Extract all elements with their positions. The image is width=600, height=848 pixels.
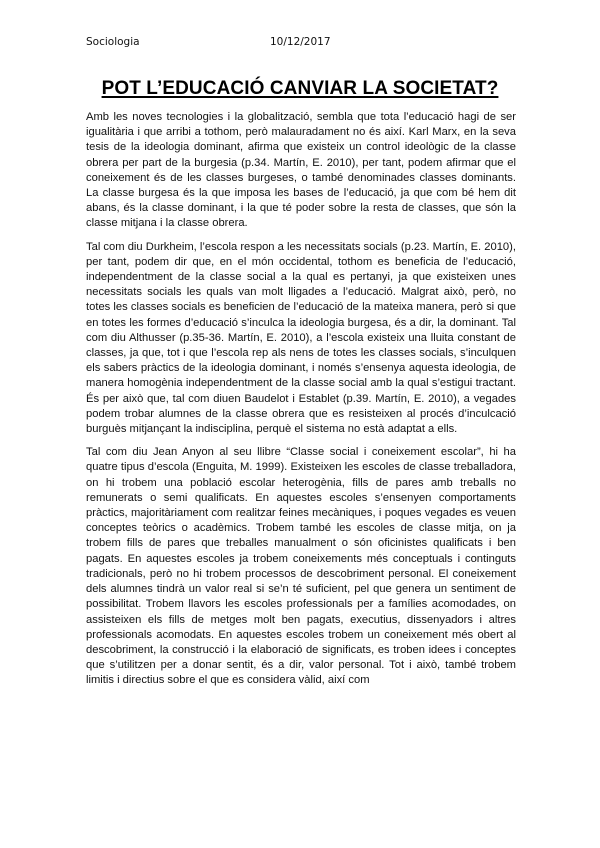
paragraph: Tal com diu Jean Anyon al seu llibre “Classe social i coneixement escolar”, hi ha quatre tipus d’escola (Enguita, M. 1999). Existeixen les escoles de classe treballadora, on hi trobem una població escolar heterogènia, fills de pares amb treballs no remunerats o semi qualificats. En aquestes escoles s’ensenyen comportaments pràctics, majoritàriament com realitzar feines mecàniques, i poques vegades es veuen conceptes teòrics o acadèmics. Trobem també les escoles de classe mitja, on ja trobem fills de pares que treballes manualment o són oficinistes qualificats i ben pagats. En aquestes escoles ja trobem coneixements més conceptuals i continguts tradicionals, però no hi trobem processos de descobriment personal. El coneixement dels alumnes tindrà un valor real si se’n té suficient, pel que genera un sentiment de possibilitat. Trobem llavors les escoles professionals per a famílies acomodades, on assisteixen els fills de metges molt ben pagats, executius, dissenyadors i altres professionals acomodats. En aquestes escoles trobem un coneixement més obert al descobriment, la construcció i la elaboració de significats, es troben idees i conceptes que s’utilitzen per a donar sentit, és a dir, valor personal. Tot i això, també trobem limitis i directius sobre el que es considera vàlid, així com [86, 446, 516, 687]
document-body [86, 110, 516, 697]
paragraph: Tal com diu Durkheim, l’escola respon a les necessitats socials (p.23. Martín, E. 2010), per tant, podem dir que, en el món occidental, tothom es beneficia de l’educació, independentment de la classe social a la qual es pertanyi, ja que existeixen unes necessitats socials les quals van molt lligades a l’educació. Malgrat això, però, no totes les classes socials es beneficien de l’educació de la mateixa manera, però si que en totes les formes d’educació s’inculca la ideologia burgesa, és a dir, la dominant. Tal com diu Althusser (p.35-36. Martín, E. 2010), a l’escola existeix una lluita constant de classes, ja que, tot i que l’escola rep als nens de totes les classes socials, s’inculquen els sabers pràctics de la ideologia dominant, i només s’ensenya aquesta ideologia, de manera homogènia independentment de la classe social amb la qual s’estigui tractant. És per això que, tal com diuen Baudelot i Establet (p.39. Martín, E. 2010), a vegades podem trobar alumnes de la classe obrera que es resisteixen al procés d’inculcació burguès mitjançant la indisciplina, perquè el sistema no està adaptat a ells. [86, 240, 516, 436]
header-subject: Sociologia [86, 36, 140, 48]
paragraph: Amb les noves tecnologies i la globalització, sembla que tota l’educació hagi de ser igualitària i que arribi a tothom, però malauradament no és així. Karl Marx, en la seva tesis de la ideologia dominant, afirma que existeix un control ideològic de la classe obrera per part de la burgesia (p.34. Martín, E. 2010), per tant, podem afirmar que el coneixement és de les classes burgeses, o també denominades classes dominants. La classe burgesa és la que imposa les bases de l’educació, ja que com bé hem dit abans, és la classe dominant, i la que té poder sobre la resta de classes, que són la classe mitjana i la classe obrera. [86, 111, 516, 230]
header-date: 10/12/2017 [270, 36, 331, 48]
document-title: POT L’EDUCACIÓ CANVIAR LA SOCIETAT? [101, 78, 499, 99]
